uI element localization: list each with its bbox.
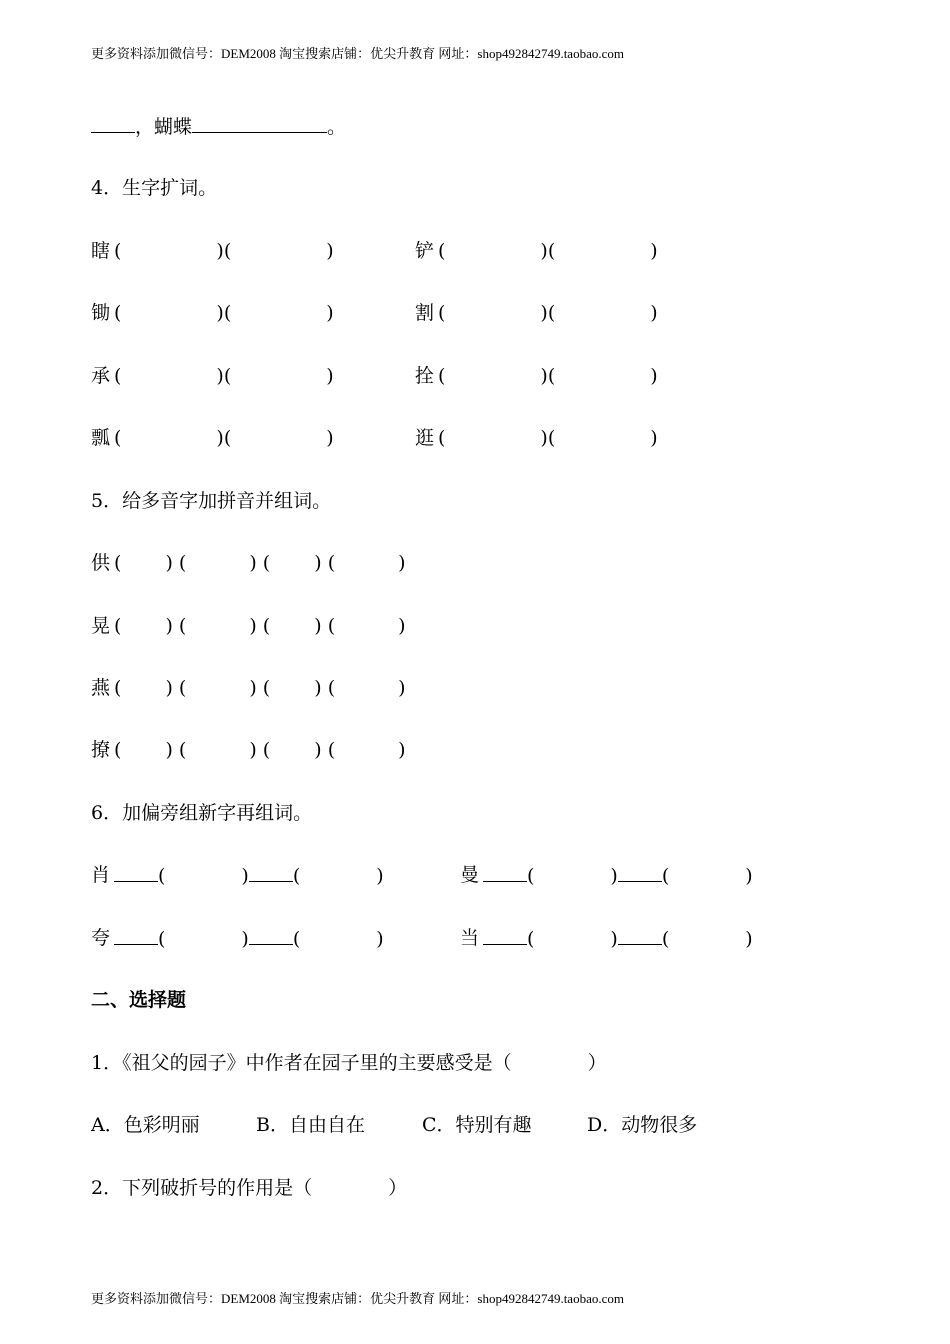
q5-char: 撩 [91, 739, 111, 761]
q6-char: 夸 [91, 927, 111, 949]
answer-blank[interactable] [91, 114, 135, 133]
q5-title: 5．给多音字加拼音并组词。 [91, 490, 332, 512]
q6-title: 6．加偏旁组新字再组词。 [91, 802, 313, 824]
radical-word-blanks[interactable]: ( ) ( ) [483, 863, 753, 888]
pinyin-word-brackets[interactable]: ( ) ( ) ( ) ( ) [114, 552, 406, 574]
period: 。 [327, 116, 347, 138]
section-title: 二、选择题 [91, 989, 187, 1011]
page-header: 更多资料添加微信号：DEM2008 淘宝搜索店铺：优尖升教育 网址：shop492842749.taobao.com [91, 46, 624, 61]
option-a[interactable]: A．色彩明丽 [91, 1114, 200, 1136]
q4-char: 瓢 [91, 427, 111, 449]
q4-char: 瞎 [91, 240, 111, 262]
q4-char: 锄 [91, 302, 111, 324]
q5-char: 燕 [91, 677, 111, 699]
page-footer: 更多资料添加微信号：DEM2008 淘宝搜索店铺：优尖升教育 网址：shop492842749.taobao.com [91, 1291, 624, 1306]
q5-char: 晃 [91, 615, 111, 637]
q6-char: 肖 [91, 864, 111, 886]
answer-blank[interactable] [192, 114, 327, 133]
option-c[interactable]: C．特别有趣 [422, 1114, 532, 1136]
q4-char: 割 [415, 302, 435, 324]
radical-word-blanks[interactable]: ( ) ( ) [483, 926, 753, 951]
word-bracket[interactable]: ( )( ) [114, 240, 334, 262]
q4-char: 承 [91, 365, 111, 387]
q4-char: 拴 [415, 365, 435, 387]
option-d[interactable]: D．动物很多 [587, 1114, 698, 1136]
q6-char: 当 [460, 927, 480, 949]
word-bracket[interactable]: ( )( ) [114, 427, 334, 449]
word-bracket[interactable]: ( )( ) [438, 427, 658, 449]
radical-word-blanks[interactable]: ( ) ( ) [114, 926, 384, 951]
q6-char: 曼 [460, 864, 480, 886]
q4-char: 铲 [415, 240, 435, 262]
word-bracket[interactable]: ( )( ) [114, 302, 334, 324]
mc-question-2: 2．下列破折号的作用是（ ） [91, 1177, 408, 1199]
q5-char: 供 [91, 552, 111, 574]
radical-word-blanks[interactable]: ( ) ( ) [114, 863, 384, 888]
pinyin-word-brackets[interactable]: ( ) ( ) ( ) ( ) [114, 739, 406, 761]
continuation-line [91, 114, 346, 139]
continuation-text: ，蝴蝶 [135, 116, 193, 138]
word-bracket[interactable]: ( )( ) [114, 365, 334, 387]
mc-question-1: 1．《祖父的园子》中作者在园子里的主要感受是（ ） [91, 1052, 607, 1074]
word-bracket[interactable]: ( )( ) [438, 365, 658, 387]
q4-char: 逛 [415, 427, 435, 449]
option-b[interactable]: B．自由自在 [256, 1114, 365, 1136]
pinyin-word-brackets[interactable]: ( ) ( ) ( ) ( ) [114, 615, 406, 637]
pinyin-word-brackets[interactable]: ( ) ( ) ( ) ( ) [114, 677, 406, 699]
word-bracket[interactable]: ( )( ) [438, 302, 658, 324]
word-bracket[interactable]: ( )( ) [438, 240, 658, 262]
q4-title: 4．生字扩词。 [91, 177, 218, 199]
